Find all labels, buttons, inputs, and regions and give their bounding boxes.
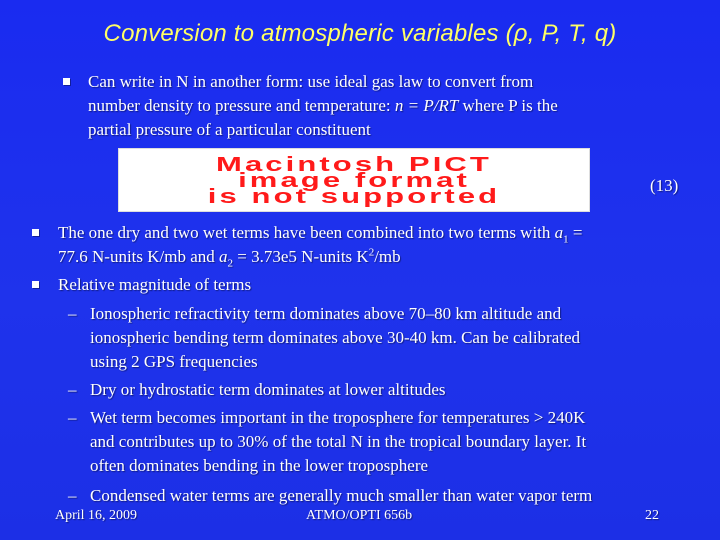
bullet-marker xyxy=(32,281,39,288)
sub-item-condensed-water: Condensed water terms are generally much smaller than water vapor term xyxy=(90,486,593,505)
ideal-gas-equation: n = P/RT xyxy=(394,96,459,115)
bullet-coefficients xyxy=(58,221,698,269)
intro-line-1: Can write in N in another form: use ideal gas law to convert from xyxy=(88,72,534,91)
intro-paragraph xyxy=(88,70,688,142)
pict-placeholder-image xyxy=(118,148,590,212)
coefficients-line-1: The one dry and two wet terms have been combined into two terms with $a_1$ = xyxy=(58,223,583,246)
dash-marker: – xyxy=(68,408,77,427)
footer-course: ATMO/OPTI 656b xyxy=(306,508,413,523)
sub-item-wet-term: Wet term becomes important in the troposphere for temperatures > 240K and contributes up to 30% of the total N in the tropical boundary layer. It often dominates bending in the lower troposphere xyxy=(90,408,587,475)
footer-page-number: 22 xyxy=(645,508,659,523)
sub-item-dry-term: Dry or hydrostatic term dominates at lower altitudes xyxy=(90,380,446,399)
sub-item-ionospheric: Ionospheric refractivity term dominates above 70–80 km altitude and ionospheric bending term dominates above 30-40 km. Can be calibrated using 2 GPS frequencies xyxy=(90,304,581,371)
bullet-marker xyxy=(63,78,70,85)
intro-line-2: number density to pressure and temperature: n = P/RT where P is the xyxy=(88,96,558,115)
dash-marker: – xyxy=(68,304,77,323)
equation-number: (13) xyxy=(650,176,679,195)
dash-marker: – xyxy=(68,486,77,505)
slide-title: Conversion to atmospheric variables (ρ, P, T, q) xyxy=(103,20,617,47)
dash-marker: – xyxy=(68,380,77,399)
pict-placeholder-text: Macintosh PICT image format is not supported xyxy=(207,154,501,208)
bullet-marker xyxy=(32,229,39,236)
bullet-relative-magnitude: Relative magnitude of terms xyxy=(58,275,252,294)
coefficients-line-2: 77.6 N-units K/mb and $a_2 = 3.73e5$ N-units $K^2/mb$ xyxy=(58,246,401,270)
footer-date: April 16, 2009 xyxy=(55,508,138,523)
intro-line-3: partial pressure of a particular constituent xyxy=(88,120,371,139)
